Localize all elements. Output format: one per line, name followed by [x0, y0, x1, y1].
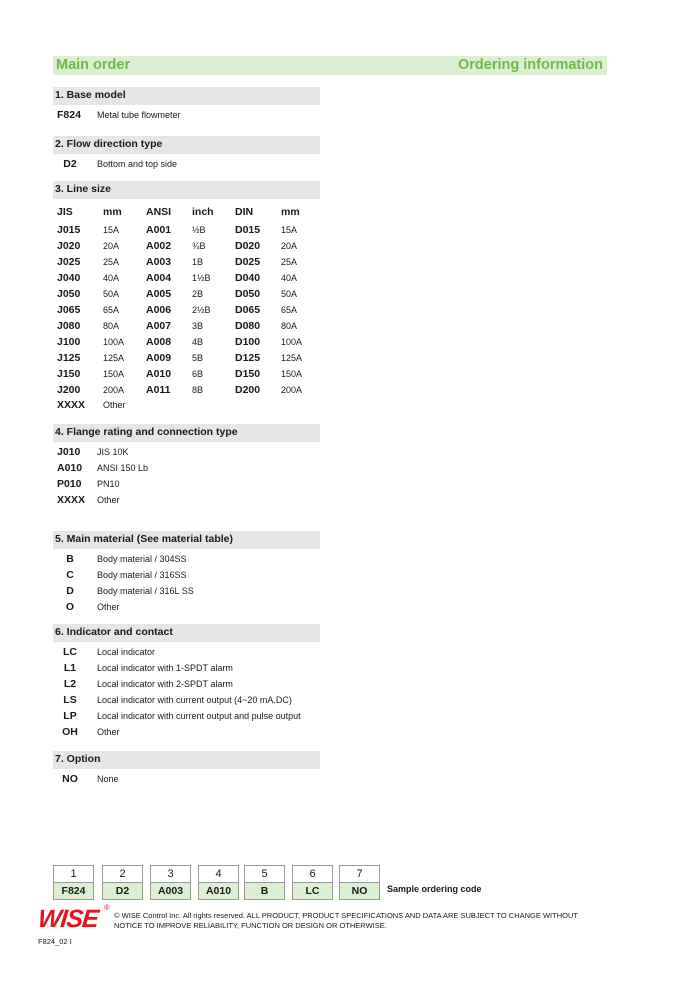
line-size-value: 40A	[103, 273, 120, 283]
line-size-value: 20A	[281, 241, 298, 251]
line-size-code: D050	[235, 288, 261, 300]
box-value: A010	[199, 883, 238, 899]
code-cell: J010	[57, 446, 81, 458]
header-title-right: Ordering information	[458, 57, 603, 73]
box-value: NO	[340, 883, 379, 899]
line-size-value: 2½B	[192, 305, 211, 315]
code-cell: O	[65, 601, 75, 613]
desc-cell: Other	[103, 400, 126, 410]
line-size-value: ¾B	[192, 241, 206, 251]
line-size-code: D065	[235, 304, 261, 316]
code-cell: L2	[63, 678, 77, 690]
sample-code-box-7	[339, 865, 380, 900]
section-title: 7. Option	[55, 753, 101, 765]
sample-code-box-6	[292, 865, 333, 900]
page-code: F824_02 I	[38, 937, 72, 946]
section-base-model	[53, 87, 320, 105]
code-cell: XXXX	[57, 494, 86, 506]
desc-cell: PN10	[97, 479, 120, 489]
box-value: F824	[54, 883, 93, 899]
code-cell: F824	[57, 109, 81, 121]
header-bar	[53, 56, 607, 75]
line-size-code: A009	[146, 352, 172, 364]
box-value: B	[245, 883, 284, 899]
section-title: 1. Base model	[55, 89, 126, 101]
line-size-value: 100A	[281, 337, 303, 347]
box-number: 3	[151, 866, 190, 883]
line-size-code: J080	[57, 320, 81, 332]
box-number: 6	[293, 866, 332, 883]
line-size-code: J020	[57, 240, 81, 252]
section-indicator-contact	[53, 624, 320, 642]
code-cell: D2	[63, 158, 77, 170]
line-size-value: 25A	[103, 257, 120, 267]
sample-code-box-2	[102, 865, 143, 900]
code-cell: LS	[63, 694, 77, 706]
desc-cell: None	[97, 774, 119, 784]
section-title: 6. Indicator and contact	[55, 626, 173, 638]
line-size-value: 80A	[281, 321, 298, 331]
line-size-code: J150	[57, 368, 81, 380]
box-value: A003	[151, 883, 190, 899]
code-cell: LC	[63, 646, 77, 658]
line-size-code: J100	[57, 336, 81, 348]
section-line-size	[53, 181, 320, 199]
line-size-code: D040	[235, 272, 261, 284]
section-title: 2. Flow direction type	[55, 138, 163, 150]
desc-cell: Other	[97, 495, 120, 505]
line-size-code: D025	[235, 256, 261, 268]
header-title-left: Main order	[56, 57, 131, 73]
code-cell: LP	[63, 710, 77, 722]
line-size-value: 200A	[281, 385, 303, 395]
sample-code-box-4	[198, 865, 239, 900]
col-header-jis: JIS	[57, 206, 73, 218]
code-cell: B	[66, 553, 74, 565]
desc-cell: Local indicator with 1-SPDT alarm	[97, 663, 233, 673]
line-size-value: 1½B	[192, 273, 211, 283]
col-header-mm2: mm	[281, 206, 300, 218]
line-size-code: D125	[235, 352, 261, 364]
code-cell: OH	[62, 726, 78, 738]
section-main-material	[53, 531, 320, 549]
desc-cell: Other	[97, 727, 120, 737]
line-size-code: D200	[235, 384, 261, 396]
line-size-value: ½B	[192, 225, 206, 235]
code-cell: NO	[62, 773, 78, 785]
line-size-code: J025	[57, 256, 81, 268]
line-size-code: A002	[146, 240, 172, 252]
line-size-value: 25A	[281, 257, 298, 267]
col-header-din: DIN	[235, 206, 254, 218]
line-size-value: 5B	[192, 353, 204, 363]
line-size-value: 65A	[281, 305, 298, 315]
code-cell: L1	[63, 662, 77, 674]
line-size-value: 80A	[103, 321, 120, 331]
line-size-value: 50A	[281, 289, 298, 299]
line-size-value: 40A	[281, 273, 298, 283]
line-size-code: J125	[57, 352, 81, 364]
line-size-value: 200A	[103, 385, 125, 395]
section-title: 4. Flange rating and connection type	[55, 426, 238, 438]
line-size-code: J065	[57, 304, 81, 316]
line-size-value: 15A	[103, 225, 120, 235]
box-number: 5	[245, 866, 284, 883]
legal-notice: © WISE Control Inc. All rights reserved. ALL PRODUCT, PRODUCT SPECIFICATIONS AND DATA ARE SUBJECT TO CHANGE WITHOUT NOTICE TO IMPROVE RELIABILITY, FUNCTION OR DESIGN OR OTHERWISE.	[114, 911, 578, 930]
line-size-value: 100A	[103, 337, 125, 347]
col-header-mm: mm	[103, 206, 122, 218]
line-size-code: A003	[146, 256, 172, 268]
sample-code-box-1	[53, 865, 94, 900]
line-size-code: A010	[146, 368, 172, 380]
line-size-value: 3B	[192, 321, 204, 331]
desc-cell: JIS 10K	[97, 447, 129, 457]
line-size-value: 20A	[103, 241, 120, 251]
line-size-code: D100	[235, 336, 261, 348]
line-size-value: 150A	[103, 369, 125, 379]
line-size-code: D150	[235, 368, 261, 380]
desc-cell: Body material / 316SS	[97, 570, 187, 580]
section-title: 3. Line size	[55, 183, 112, 195]
desc-cell: Local indicator with 2-SPDT alarm	[97, 679, 233, 689]
sample-code-box-5	[244, 865, 285, 900]
section-flow-direction	[53, 136, 320, 154]
sample-ordering-label: Sample ordering code	[387, 884, 482, 894]
line-size-value: 8B	[192, 385, 204, 395]
line-size-code: A007	[146, 320, 172, 332]
desc-cell: Local indicator with current output (4~20 mA.DC)	[97, 695, 292, 705]
line-size-code: J050	[57, 288, 81, 300]
section-flange-rating	[53, 424, 320, 442]
box-number: 2	[103, 866, 142, 883]
code-cell: XXXX	[57, 399, 86, 411]
line-size-value: 125A	[103, 353, 125, 363]
line-size-value: 6B	[192, 369, 204, 379]
code-cell: D	[66, 585, 74, 597]
registered-mark: ®	[104, 903, 110, 912]
desc-cell: Body material / 304SS	[97, 554, 187, 564]
desc-cell: Local indicator	[97, 647, 156, 657]
section-title: 5. Main material (See material table)	[55, 533, 233, 545]
box-number: 1	[54, 866, 93, 883]
line-size-code: A011	[146, 384, 171, 396]
desc-cell: Body material / 316L SS	[97, 586, 194, 596]
sample-code-box-3	[150, 865, 191, 900]
line-size-value: 125A	[281, 353, 303, 363]
col-header-ansi: ANSI	[146, 206, 172, 218]
section-option	[53, 751, 320, 769]
code-cell: A010	[57, 462, 83, 474]
line-size-value: 4B	[192, 337, 204, 347]
desc-cell: Metal tube flowmeter	[97, 110, 181, 120]
line-size-code: J200	[57, 384, 81, 396]
line-size-value: 2B	[192, 289, 204, 299]
col-header-inch: inch	[192, 206, 214, 218]
line-size-code: A005	[146, 288, 172, 300]
line-size-code: D015	[235, 224, 261, 236]
line-size-code: A004	[146, 272, 172, 284]
line-size-value: 150A	[281, 369, 303, 379]
line-size-code: J015	[57, 224, 81, 236]
line-size-code: D020	[235, 240, 261, 252]
desc-cell: Other	[97, 602, 120, 612]
line-size-value: 1B	[192, 257, 204, 267]
code-cell: P010	[57, 478, 82, 490]
line-size-code: A008	[146, 336, 172, 348]
box-value: D2	[103, 883, 142, 899]
line-size-code: J040	[57, 272, 81, 284]
line-size-value: 50A	[103, 289, 120, 299]
line-size-value: 15A	[281, 225, 298, 235]
code-cell: C	[66, 569, 74, 581]
wise-logo: WISE	[36, 905, 100, 933]
line-size-value: 65A	[103, 305, 120, 315]
desc-cell: Local indicator with current output and pulse output	[97, 711, 301, 721]
box-number: 4	[199, 866, 238, 883]
desc-cell: ANSI 150 Lb	[97, 463, 149, 473]
line-size-code: A001	[146, 224, 172, 236]
box-value: LC	[293, 883, 332, 899]
desc-cell: Bottom and top side	[97, 159, 178, 169]
line-size-code: D080	[235, 320, 261, 332]
line-size-code: A006	[146, 304, 172, 316]
box-number: 7	[340, 866, 379, 883]
